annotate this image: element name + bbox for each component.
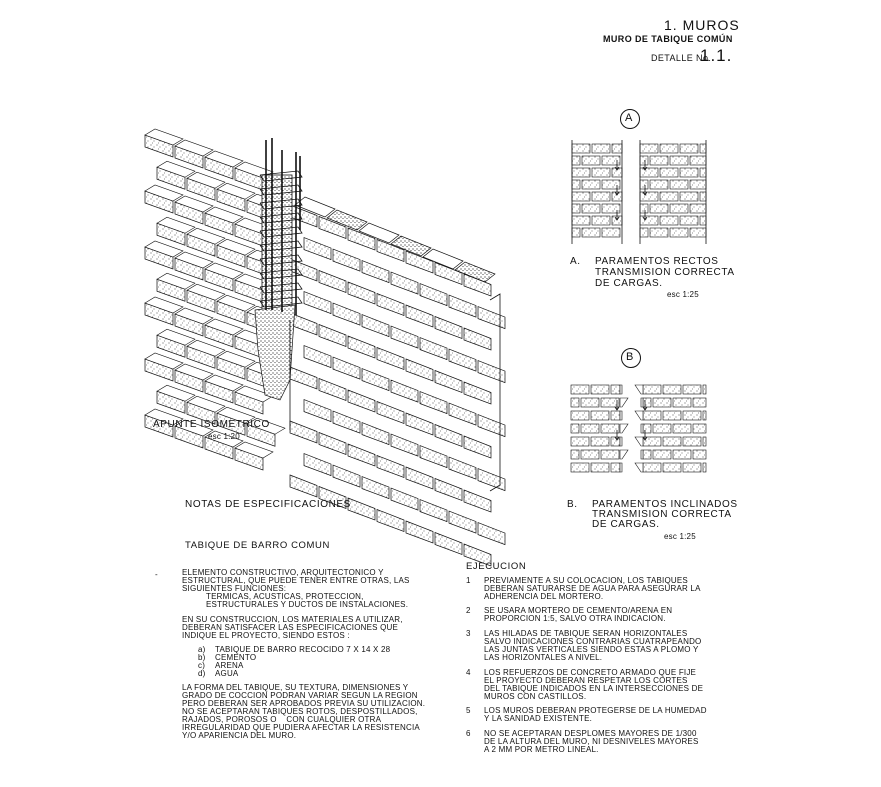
brick xyxy=(591,437,609,446)
detail-b-letter: B. xyxy=(567,499,578,510)
ejec-6-line-3: A 2 MM POR METRO LINEAL. xyxy=(484,745,599,754)
inclined-face xyxy=(635,385,643,394)
notes-para1-line-2: ESTRUCTURAL, QUE PUEDE TENER ENTRE OTRAS, LAS xyxy=(182,576,410,585)
inclined-face xyxy=(620,450,628,459)
iso-title: APUNTE ISOMETRICO xyxy=(153,419,270,430)
notes-para3-line-6: IRREGULARIDAD QUE PUDIERA AFECTAR LA RESISTENCIA xyxy=(182,723,420,732)
brick xyxy=(663,437,681,446)
brick xyxy=(602,228,620,237)
brick xyxy=(406,467,433,489)
marker-b-label: B xyxy=(626,351,634,363)
brick xyxy=(703,385,706,394)
brick xyxy=(673,450,691,459)
brick xyxy=(693,398,706,407)
brick xyxy=(643,398,651,407)
brick xyxy=(683,463,701,472)
brick xyxy=(581,450,599,459)
brick xyxy=(478,361,505,383)
inclined-face xyxy=(635,437,643,446)
brick xyxy=(650,180,668,189)
brick xyxy=(449,511,476,533)
brick xyxy=(670,180,688,189)
notes-heading: NOTAS DE ESPECIFICACIONES xyxy=(185,499,351,510)
brick xyxy=(650,204,668,213)
brick xyxy=(362,369,389,391)
detail-a-letter: A. xyxy=(570,256,581,267)
brick xyxy=(572,156,580,165)
notes-subheading: TABIQUE DE BARRO COMUN xyxy=(185,540,330,551)
brick xyxy=(663,463,681,472)
notes-para3-line-5: RAJADOS, POROSOS O CON CUALQUIER OTRA xyxy=(182,715,382,724)
brick xyxy=(582,180,600,189)
brick xyxy=(572,168,590,177)
brick xyxy=(640,180,648,189)
brick xyxy=(464,382,491,404)
brick xyxy=(304,292,331,314)
brick xyxy=(670,228,688,237)
notes-para2-line-3: INDIQUE EL PROYECTO, SIENDO ESTOS : xyxy=(182,631,350,640)
brick xyxy=(650,156,668,165)
brick xyxy=(464,490,491,512)
brick xyxy=(640,192,658,201)
brick xyxy=(449,457,476,479)
brick xyxy=(690,180,706,189)
brick xyxy=(420,338,447,360)
brick xyxy=(348,282,375,304)
brick xyxy=(290,259,317,281)
brick xyxy=(611,463,620,472)
iso-scale: esc 1:20 xyxy=(208,432,240,441)
brick xyxy=(420,500,447,522)
brick xyxy=(377,456,404,478)
brick xyxy=(653,450,671,459)
brick xyxy=(612,144,622,153)
brick xyxy=(673,398,691,407)
brick xyxy=(693,450,706,459)
brick xyxy=(660,168,678,177)
brick xyxy=(572,216,590,225)
brick xyxy=(464,328,491,350)
detail-a-wall-sections xyxy=(572,140,706,244)
ejec-6-line-2: DE LA ALTURA DEL MURO, NI DESNIVELES MAYORES xyxy=(484,737,699,746)
brick xyxy=(680,216,698,225)
brick xyxy=(640,216,658,225)
brick xyxy=(640,168,658,177)
notes-para3-line-7: Y/O APARIENCIA DEL MURO. xyxy=(182,731,297,740)
brick xyxy=(660,144,678,153)
brick xyxy=(435,479,462,501)
brick xyxy=(406,305,433,327)
brick xyxy=(653,398,671,407)
brick xyxy=(703,463,706,472)
brick xyxy=(650,228,668,237)
brick xyxy=(435,425,462,447)
brick xyxy=(643,450,651,459)
brick xyxy=(673,424,691,433)
notes-para2-line-1: EN SU CONSTRUCCION, LOS MATERIALES A UTILIZAR, xyxy=(182,615,403,624)
ejec-6-num: 6 xyxy=(466,729,471,738)
brick xyxy=(660,216,678,225)
inclined-face xyxy=(635,411,643,420)
brick xyxy=(391,272,418,294)
inclined-face xyxy=(620,398,628,407)
material-text-b: CEMENTO xyxy=(215,653,257,662)
brick xyxy=(611,411,620,420)
brick xyxy=(571,411,589,420)
brick xyxy=(572,144,590,153)
brick xyxy=(663,385,681,394)
ejec-2-line-1: SE USARA MORTERO DE CEMENTO/ARENA EN xyxy=(484,606,673,615)
brick xyxy=(591,411,609,420)
brick xyxy=(643,463,661,472)
inclined-face xyxy=(620,424,628,433)
ejec-3-line-3: LAS JUNTAS VERTICALES SIENDO ESTAS A PLOMO Y xyxy=(484,645,699,654)
brick xyxy=(304,454,331,476)
brick xyxy=(571,450,579,459)
brick xyxy=(304,346,331,368)
brick xyxy=(703,437,706,446)
notes-para2-line-2: DEBERAN SATISFACER LAS ESPECIFICACIONES QUE xyxy=(182,623,399,632)
ejec-5-line-1: LOS MUROS DEBERAN PROTEGERSE DE LA HUMEDAD xyxy=(484,706,707,715)
brick xyxy=(601,398,619,407)
brick xyxy=(680,192,698,201)
brick xyxy=(304,400,331,422)
ejec-1-line-2: DEBERAN SATURARSE DE AGUA PARA ASEGURAR LA xyxy=(484,584,701,593)
material-key-a: a) xyxy=(198,645,206,654)
notes-para3-line-1: LA FORMA DEL TABIQUE, SU TEXTURA, DIMENSIONES Y xyxy=(182,683,409,692)
brick xyxy=(640,156,648,165)
brick xyxy=(581,424,599,433)
brick xyxy=(319,379,346,401)
detail-number: 1.1. xyxy=(700,46,733,65)
brick xyxy=(601,450,619,459)
detail-b-line-1: PARAMENTOS INCLINADOS xyxy=(592,499,738,510)
brick xyxy=(348,336,375,358)
notes-para3-line-4: NO SE ACEPTARAN TABIQUES ROTOS, DESPOSTILLADOS, xyxy=(182,707,418,716)
brick xyxy=(571,398,579,407)
brick xyxy=(449,295,476,317)
detail-b-line-2: TRANSMISION CORRECTA xyxy=(592,509,732,520)
brick xyxy=(362,423,389,445)
brick xyxy=(700,216,706,225)
brick xyxy=(703,411,706,420)
brick xyxy=(683,437,701,446)
brick xyxy=(611,385,620,394)
brick xyxy=(693,424,706,433)
brick xyxy=(377,402,404,424)
brick xyxy=(435,371,462,393)
brick xyxy=(700,144,706,153)
brick xyxy=(348,498,375,520)
material-key-d: d) xyxy=(198,669,206,678)
brick xyxy=(391,434,418,456)
brick xyxy=(571,463,589,472)
brick xyxy=(362,315,389,337)
notes-para1-line-1: ELEMENTO CONSTRUCTIVO, ARQUITECTONICO Y xyxy=(182,568,384,577)
ejec-4-num: 4 xyxy=(466,668,471,677)
brick xyxy=(690,228,706,237)
brick xyxy=(406,521,433,543)
brick xyxy=(478,469,505,491)
brick xyxy=(582,156,600,165)
brick xyxy=(290,367,317,389)
ejec-3-line-2: SALVO INDICACIONES CONTRARIAS CUATRAPEANDO xyxy=(484,637,702,646)
brick xyxy=(643,424,651,433)
brick xyxy=(601,424,619,433)
brick xyxy=(304,238,331,260)
brick xyxy=(670,204,688,213)
ejec-2-line-2: PROPORCION 1:5, SALVO OTRA INDICACION. xyxy=(484,614,666,623)
brick xyxy=(660,192,678,201)
brick xyxy=(449,403,476,425)
ejec-4-line-2: EL PROYECTO DEBERAN RESPETAR LOS CORTES xyxy=(484,676,688,685)
brick xyxy=(362,261,389,283)
brick xyxy=(377,348,404,370)
brick xyxy=(572,180,580,189)
brick xyxy=(571,424,579,433)
detail-a-scale: esc 1:25 xyxy=(667,290,699,299)
inclined-face xyxy=(641,398,643,407)
ejec-6-line-1: NO SE ACEPTARAN DESPLOMES MAYORES DE 1/300 xyxy=(484,729,697,738)
brick xyxy=(582,204,600,213)
ejec-3-line-4: LAS HORIZONTALES A NIVEL. xyxy=(484,653,603,662)
ejec-2-num: 2 xyxy=(466,606,471,615)
ejec-5-num: 5 xyxy=(466,706,471,715)
brick xyxy=(377,294,404,316)
brick xyxy=(582,228,600,237)
brick xyxy=(700,192,706,201)
inclined-face xyxy=(641,424,643,433)
detail-a-line-3: DE CARGAS. xyxy=(595,278,663,289)
brick xyxy=(435,533,462,555)
brick xyxy=(464,436,491,458)
brick xyxy=(391,326,418,348)
brick xyxy=(643,385,661,394)
inclined-face xyxy=(641,450,643,459)
brick xyxy=(690,156,706,165)
inclined-face xyxy=(635,463,643,472)
inclined-face xyxy=(620,437,622,446)
material-text-d: AGUA xyxy=(215,669,239,678)
brick xyxy=(319,271,346,293)
brick xyxy=(572,204,580,213)
material-key-b: b) xyxy=(198,653,206,662)
notes-para1-line-3: SIGUIENTES FUNCIONES: xyxy=(182,584,287,593)
brick xyxy=(449,349,476,371)
detail-a-line-1: PARAMENTOS RECTOS xyxy=(595,256,719,267)
brick xyxy=(478,415,505,437)
brick xyxy=(640,228,648,237)
ejec-4-line-4: MUROS CON CASTILLOS. xyxy=(484,692,587,701)
ejec-5-line-2: Y LA SANIDAD EXISTENTE. xyxy=(484,714,593,723)
brick xyxy=(680,144,698,153)
brick xyxy=(391,380,418,402)
brick xyxy=(663,411,681,420)
inclined-face xyxy=(620,411,622,420)
notes-para1-indent-2: ESTRUCTURALES Y DUCTOS DE INSTALACIONES. xyxy=(206,600,409,609)
brick xyxy=(333,465,360,487)
material-key-c: c) xyxy=(198,661,206,670)
ejecucion-heading: EJECUCION xyxy=(466,561,527,572)
brick xyxy=(572,192,590,201)
brick xyxy=(640,144,658,153)
page-title: 1. MUROS xyxy=(664,17,740,33)
ejec-1-line-1: PREVIAMENTE A SU COLOCACION, LOS TABIQUES xyxy=(484,576,688,585)
brick xyxy=(571,437,589,446)
brick xyxy=(420,392,447,414)
material-text-a: TABIQUE DE BARRO RECOCIDO 7 X 14 X 28 xyxy=(215,645,391,654)
brick xyxy=(319,325,346,347)
brick xyxy=(478,307,505,329)
detail-a-line-2: TRANSMISION CORRECTA xyxy=(595,267,735,278)
brick xyxy=(406,359,433,381)
detail-b-wall-sections xyxy=(571,385,706,472)
detail-label: DETALLE No. xyxy=(651,53,712,63)
inclined-face xyxy=(620,385,622,394)
brick xyxy=(591,385,609,394)
brick xyxy=(420,446,447,468)
brick xyxy=(406,413,433,435)
brick xyxy=(653,424,671,433)
brick xyxy=(333,411,360,433)
notes-para3-line-3: PERO DEBERAN SER APROBADOS PREVIA SU UTILIZACION. xyxy=(182,699,426,708)
brick xyxy=(391,488,418,510)
brick xyxy=(333,303,360,325)
brick xyxy=(680,168,698,177)
marker-a-label: A xyxy=(625,112,633,124)
brick xyxy=(348,390,375,412)
brick xyxy=(333,249,360,271)
brick xyxy=(319,433,346,455)
notes-para1-indent-1: TERMICAS, ACUSTICAS, PROTECCION, xyxy=(206,592,364,601)
notes-para3-line-2: GRADO DE COCCION PODRAN VARIAR SEGUN LA REGION xyxy=(182,691,418,700)
brick xyxy=(362,477,389,499)
material-text-c: ARENA xyxy=(215,661,244,670)
brick xyxy=(592,144,610,153)
detail-b-line-3: DE CARGAS. xyxy=(592,519,660,530)
notes-dash: - xyxy=(155,570,158,579)
concrete-footing xyxy=(255,305,295,400)
ejec-3-num: 3 xyxy=(466,629,471,638)
brick xyxy=(592,192,610,201)
brick xyxy=(435,317,462,339)
ejec-3-line-1: LAS HILADAS DE TABIQUE SERAN HORIZONTALES xyxy=(484,629,688,638)
brick xyxy=(571,385,589,394)
detail-b-scale: esc 1:25 xyxy=(664,532,696,541)
brick xyxy=(420,284,447,306)
page-subtitle: MURO DE TABIQUE COMÚN xyxy=(603,34,733,44)
brick xyxy=(591,463,609,472)
brick xyxy=(592,168,610,177)
brick xyxy=(640,204,648,213)
brick xyxy=(348,444,375,466)
brick xyxy=(690,204,706,213)
brick xyxy=(290,421,317,443)
brick xyxy=(377,510,404,532)
ejec-4-line-1: LOS REFUERZOS DE CONCRETO ARMADO QUE FIJE xyxy=(484,668,697,677)
brick xyxy=(581,398,599,407)
ejec-4-line-3: DEL TABIQUE INDICADOS EN LA INTERSECCIONES DE xyxy=(484,684,704,693)
ejec-1-line-3: ADHERENCIA DEL MORTERO. xyxy=(484,592,604,601)
brick xyxy=(683,385,701,394)
ejec-1-num: 1 xyxy=(466,576,471,585)
brick xyxy=(683,411,701,420)
brick xyxy=(670,156,688,165)
inclined-face xyxy=(620,463,622,472)
brick xyxy=(572,228,580,237)
brick xyxy=(643,411,661,420)
brick xyxy=(333,357,360,379)
brick xyxy=(478,523,505,545)
brick xyxy=(700,168,706,177)
brick xyxy=(290,475,317,497)
brick xyxy=(592,216,610,225)
